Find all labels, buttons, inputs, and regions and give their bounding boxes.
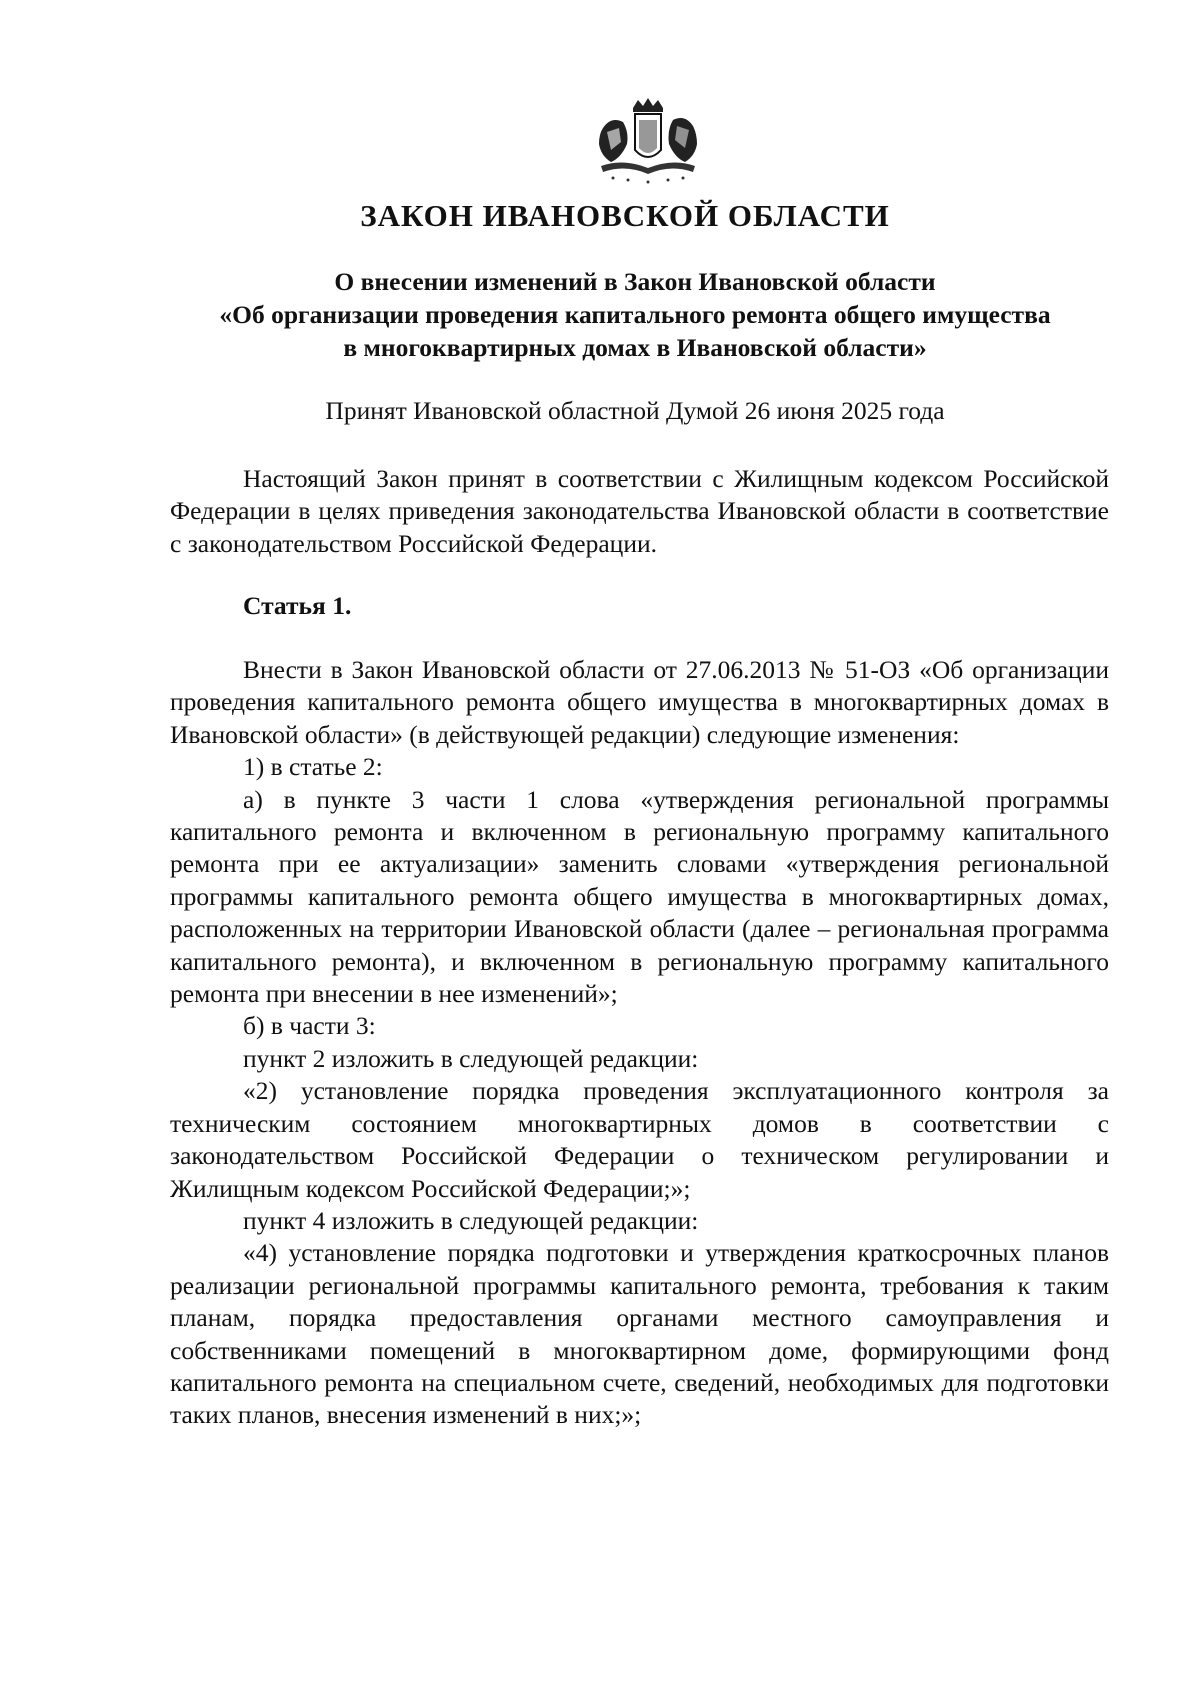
coat-of-arms-emblem bbox=[593, 98, 703, 188]
article-body bbox=[170, 654, 1109, 1432]
subject-line: «Об организации проведения капитального ремонта общего имущества bbox=[219, 300, 1051, 329]
paragraph: Внести в Закон Ивановской области от 27.06.2013 № 51-ОЗ «Об организации проведения капитального ремонта общего имущества в многоквартирных домах в Ивановской области» (в действующей редакции) следующие изменения: bbox=[170, 655, 1109, 749]
law-title: ЗАКОН ИВАНОВСКОЙ ОБЛАСТИ bbox=[360, 198, 890, 233]
paragraph: а) в пункте 3 части 1 слова «утверждения региональной программы капитального ремонта и включенном в региональную программу капитального ремонта при ее актуализации» заменить словами «утверждения региональной программы капитального ремонта общего имущества в многоквартирных домах, расположенных на территории Ивановской области (далее – региональная программа капитального ремонта), и включенном в региональную программу капитального ремонта при внесении в нее изменений»; bbox=[170, 784, 1109, 1009]
paragraph: «2) установление порядка проведения эксплуатационного контроля за техническим состоянием многоквартирных домов в соответствии с законодательством Российской Федерации о техническом регулировании и Жилищным кодексом Российской Федерации;»; bbox=[170, 1076, 1109, 1203]
subject-line: в многоквартирных домах в Ивановской области» bbox=[343, 333, 927, 362]
paragraph: пункт 2 изложить в следующей редакции: bbox=[243, 1043, 699, 1073]
paragraph: б) в части 3: bbox=[243, 1011, 376, 1041]
law-subject bbox=[150, 265, 1120, 364]
article-heading: Статья 1. bbox=[243, 591, 352, 620]
paragraph: пункт 4 изложить в следующей редакции: bbox=[243, 1205, 699, 1235]
intro-paragraph: Настоящий Закон принят в соответствии с Жилищным кодексом Российской Федерации в целях приведения законодательства Ивановской области в соответствие с законодательством Российской Федерации. bbox=[170, 464, 1109, 558]
paragraph: 1) в статье 2: bbox=[243, 752, 383, 782]
adoption-date-line: Принят Ивановской областной Думой 26 июня 2025 года bbox=[325, 396, 945, 425]
paragraph: «4) установление порядка подготовки и утверждения краткосрочных планов реализации региональной программы капитального ремонта, требования к таким планам, порядка предоставления органами местного самоуправления и собственниками помещений в многоквартирном доме, формирующими фонд капитального ремонта на специальном счете, сведений, необходимых для подготовки таких планов, внесения изменений в них;»; bbox=[170, 1238, 1109, 1430]
subject-line: О внесении изменений в Закон Ивановской области bbox=[334, 267, 936, 296]
